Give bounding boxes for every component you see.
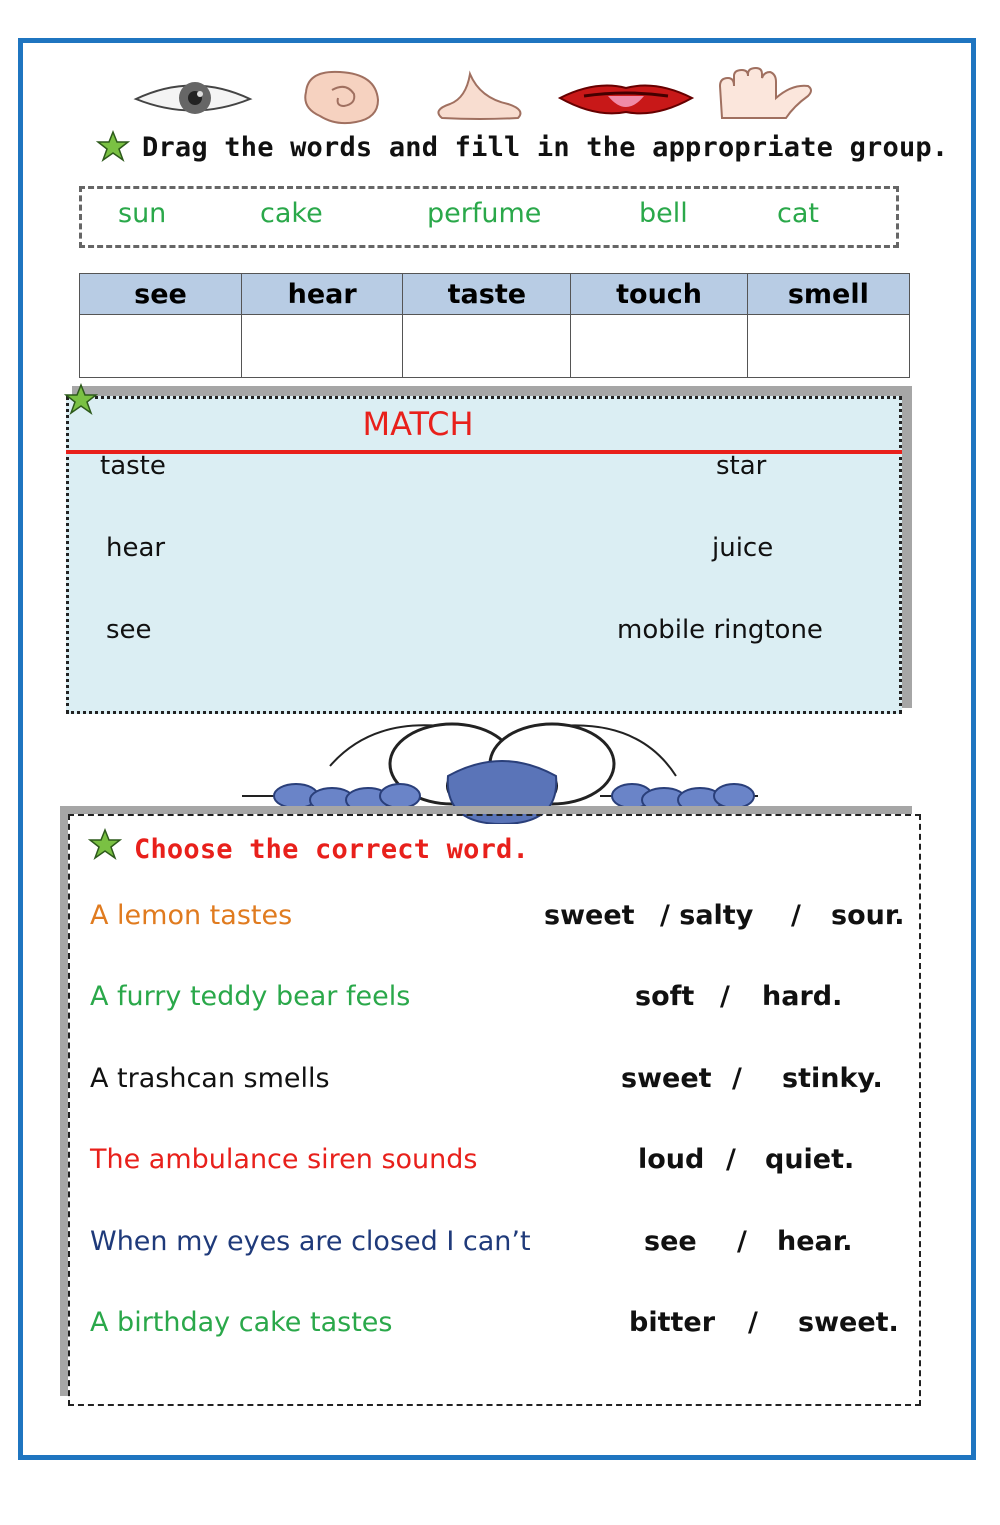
question-text: A furry teddy bear feels: [90, 981, 411, 1012]
question-text: A birthday cake tastes: [90, 1307, 393, 1338]
draggable-word[interactable]: perfume: [427, 198, 542, 229]
drop-zone-touch[interactable]: [571, 315, 747, 378]
option-separator: /: [791, 900, 801, 931]
option-word[interactable]: sour.: [831, 900, 905, 931]
senses-table: [79, 273, 910, 378]
option-word[interactable]: stinky.: [782, 1063, 883, 1094]
match-left-item[interactable]: taste: [100, 451, 166, 481]
option-word[interactable]: sweet.: [798, 1307, 899, 1338]
option-word[interactable]: hear.: [777, 1226, 853, 1257]
option-separator: /: [732, 1063, 742, 1094]
drag-instruction: Drag the words and fill in the appropriate group.: [142, 132, 949, 163]
choose-instruction: Choose the correct word.: [134, 834, 529, 865]
hand-icon: [712, 66, 832, 124]
header-taste: taste: [403, 274, 571, 315]
match-right-item[interactable]: star: [716, 451, 767, 481]
nose-icon: [430, 70, 530, 122]
option-word[interactable]: / salty: [660, 900, 754, 931]
drop-zone-smell[interactable]: [747, 315, 909, 378]
star-icon: [88, 828, 122, 860]
match-right-item[interactable]: juice: [712, 533, 774, 563]
drop-zone-hear[interactable]: [242, 315, 403, 378]
option-word[interactable]: sweet: [621, 1063, 712, 1094]
ear-icon: [292, 68, 388, 126]
option-separator: /: [748, 1307, 758, 1338]
choose-shadow-left: [60, 806, 68, 1396]
match-title: MATCH: [362, 405, 474, 443]
star-icon: [96, 130, 130, 162]
match-left-item[interactable]: hear: [106, 533, 166, 563]
question-text: The ambulance siren sounds: [90, 1144, 478, 1175]
match-divider: [66, 450, 902, 454]
option-separator: /: [737, 1226, 747, 1257]
drop-zone-see[interactable]: [80, 315, 242, 378]
match-left-item[interactable]: see: [106, 615, 152, 645]
option-word[interactable]: sweet: [544, 900, 635, 931]
draggable-word[interactable]: cat: [777, 198, 819, 229]
draggable-word[interactable]: cake: [260, 198, 323, 229]
draggable-word[interactable]: bell: [639, 198, 688, 229]
choose-shadow-top: [60, 806, 912, 814]
question-text: When my eyes are closed I can’t: [90, 1226, 531, 1257]
eye-icon: [130, 76, 256, 122]
option-separator: /: [726, 1144, 736, 1175]
option-word[interactable]: quiet.: [765, 1144, 855, 1175]
question-text: A lemon tastes: [90, 900, 293, 931]
header-see: see: [80, 274, 242, 315]
option-separator: /: [720, 981, 730, 1012]
option-word[interactable]: bitter: [629, 1307, 716, 1338]
header-smell: smell: [747, 274, 909, 315]
header-touch: touch: [571, 274, 747, 315]
option-word[interactable]: soft: [635, 981, 695, 1012]
mouth-icon: [556, 78, 696, 118]
drop-zone-taste[interactable]: [403, 315, 571, 378]
match-box: [66, 396, 902, 714]
draggable-word[interactable]: sun: [118, 198, 167, 229]
match-right-item[interactable]: mobile ringtone: [617, 615, 823, 645]
option-word[interactable]: see: [644, 1226, 697, 1257]
header-hear: hear: [242, 274, 403, 315]
option-word[interactable]: hard.: [762, 981, 843, 1012]
question-text: A trashcan smells: [90, 1063, 330, 1094]
option-word[interactable]: loud: [638, 1144, 705, 1175]
